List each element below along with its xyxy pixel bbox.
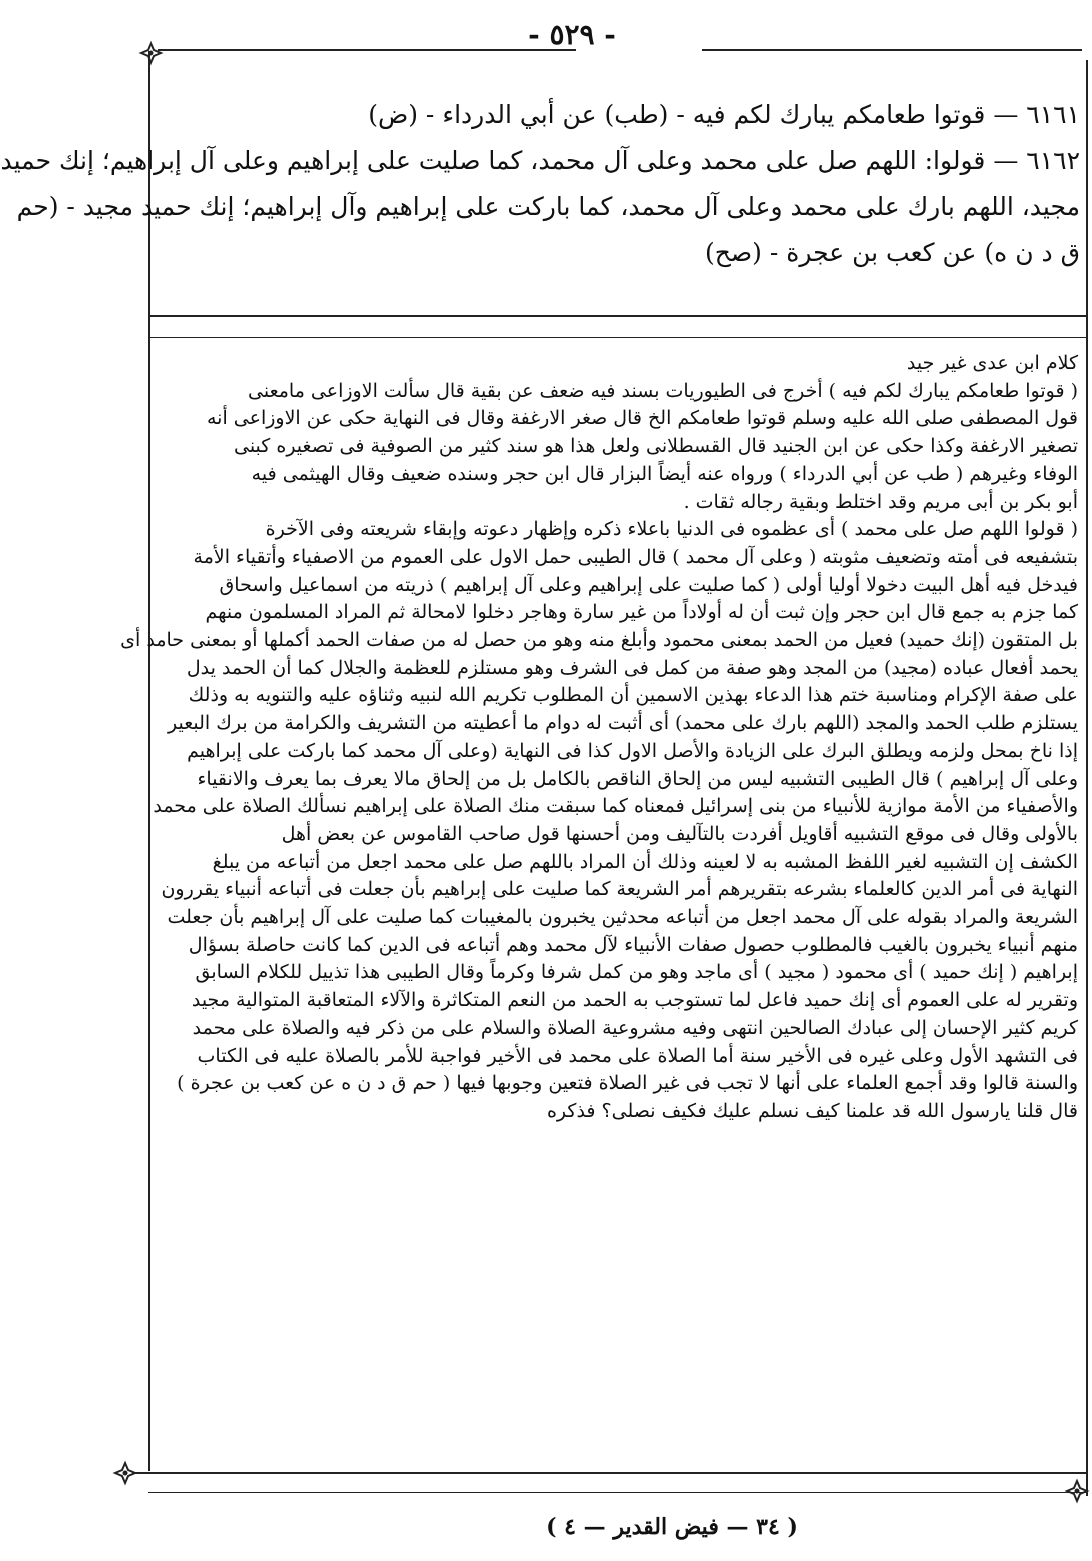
- commentary-line: قول المصطفى صلى الله عليه وسلم قوتوا طعامكم الخ قال صغر الارغفة وقال فى النهاية حكى عن الاوزاعى أنه: [207, 407, 1078, 430]
- footer-signature: ( ٣٤ — فيض القدير — ٤ ): [546, 1514, 798, 1540]
- hadith-text-block: [0, 92, 1080, 276]
- commentary-line: على صفة الإكرام ومناسبة ختم هذا الدعاء بهذين الاسمين أن المطلوب تكريم الله لنبيه وثناؤه عليه والتنويه به وذلك: [188, 684, 1078, 707]
- commentary-line: إذا ناخ بمحل ولزمه ويطلق البرك على الزيادة والأصل الاول كذا فى النهاية (وعلى آل محمد كما باركت على إبراهيم: [187, 739, 1078, 762]
- frame-right-line: [1086, 60, 1088, 1496]
- commentary-line: والسنة قالوا وقد أجمع العلماء على أنها لا تجب فى غير الصلاة فتعين وجوبها فيها ( حم ق د ن ه عن كعب بن عجرة ): [177, 1072, 1078, 1095]
- commentary-line: الشريعة والمراد بقوله على آل محمد اجعل من أتباعه محدثين يخبرون بالمغيبات كما صليت على آل إبراهيم بأن جعلت: [167, 906, 1078, 929]
- page-number: - ٥٢٩ -: [528, 18, 616, 51]
- corner-ornament-icon: [1066, 1480, 1088, 1502]
- commentary-line: يحمد أفعال عباده (مجيد) من المجد وهو صفة من كمل فى الشرف وهو مستلزم للعظمة والجلال كما أن الحمد يدل: [186, 656, 1078, 679]
- commentary-divider-line: [150, 337, 1088, 338]
- commentary-line: وعلى آل إبراهيم ) قال الطيبى التشبيه ليس من إلحاق الناقص بالكامل بل من إلحاق مالا يعرف بما يعرف والانقياء: [197, 767, 1078, 790]
- commentary-line: والأصفياء من الأمة موازية للأنبياء من بنى إسرائيل فمعناه كما سبقت منك الصلاة على إبراهيم نسألك الصلاة على محمد: [153, 795, 1078, 818]
- commentary-line: ( قولوا اللهم صل على محمد ) أى عظموه فى الدنيا باعلاء ذكره وإظهار دعوته وإبقاء شريعته وفى الآخرة: [265, 518, 1078, 541]
- commentary-block: [120, 350, 1078, 1126]
- commentary-line: بالأولى وقال فى موقع التشبيه أقاويل أفردت بالتآليف ومن أحسنها قول صاحب القاموس عن بعض أهل: [281, 822, 1078, 845]
- hadith-divider-line: [150, 315, 1088, 317]
- commentary-line: قال قلنا يارسول الله قد علمنا كيف نسلم عليك فكيف نصلى؟ فذكره: [546, 1099, 1078, 1122]
- commentary-line: منهم أنبياء يخبرون بالغيب فالمطلوب حصول صفات الأنبياء لآل محمد وهم أتباعه فى الدين كما كانت حاصلة بسؤال: [188, 933, 1078, 956]
- commentary-line: فيدخل فيه أهل البيت دخولا أوليا أولى ( كما صليت على إبراهيم وعلى آل إبراهيم ) ذريته من اسماعيل واسحاق: [219, 573, 1078, 596]
- commentary-line: النهاية فى أمر الدين كالعلماء بشرعه بتقريرهم أمر الشريعة كما صليت على إبراهيم بأن جعلت فى أتباعه أنبياء يقررون: [161, 878, 1078, 901]
- frame-bottom-line: [132, 1472, 1088, 1474]
- hadith-line: ق د ن ه) عن كعب بن عجرة - (صح): [705, 238, 1080, 267]
- commentary-line: بل المتقون (إنك حميد) فعيل من الحمد بمعنى محمود وأبلغ منه وهو من حصل له من صفات الحمد أكملها أو بمعنى حامد أى: [120, 629, 1078, 652]
- corner-ornament-icon: [114, 1462, 136, 1484]
- commentary-line: الوفاء وغيرهم ( طب عن أبي الدرداء ) ورواه عنه أيضاً البزار قال ابن حجر وسنده ضعيف وقال الهيثمى فيه: [251, 462, 1078, 485]
- commentary-line: فى التشهد الأول وعلى غيره فى الأخير سنة أما الصلاة على محمد فى الأخير فواجبة للأمر بالصلاة عليه فى الكتاب: [197, 1044, 1078, 1067]
- hadith-line: مجيد، اللهم بارك على محمد وعلى آل محمد، كما باركت على إبراهيم وآل إبراهيم؛ إنك حميد مجيد - (حم: [16, 192, 1080, 221]
- commentary-line: يستلزم طلب الحمد والمجد (اللهم بارك على محمد) أى أثبت له دوام ما أعطيته من التشريف والكرامة من برك البعير: [168, 712, 1078, 735]
- commentary-line: ( قوتوا طعامكم يبارك لكم فيه ) أخرج فى الطيوريات بسند فيه ضعف عن بقية قال سألت الاوزاعى مامعنى: [248, 379, 1078, 402]
- commentary-line: كريم كثير الإحسان إلى عبادك الصالحين انتهى وفيه مشروعية الصلاة والسلام على من ذكر فيه والصلاة على محمد: [192, 1016, 1078, 1039]
- commentary-line: كما جزم به جمع قال ابن حجر وإن ثبت أن له أولاداً من غير سارة وهاجر دخلوا لامحالة ثم المراد المسلمون منهم: [205, 601, 1078, 624]
- commentary-line: تصغير الارغفة وكذا حكى عن ابن الجنيد قال القسطلانى ولعل هذا هو سند كثير من الصوفية فى تصغيره كبنى: [233, 435, 1078, 458]
- commentary-line: بتشفيعه فى أمته وتضعيف مثوبته ( وعلى آل محمد ) قال الطيبى حمل الاول على العموم من الاصفياء وأتقياء الأمة: [193, 545, 1078, 568]
- commentary-line: الكشف إن التشبيه لغير اللفظ المشبه به لا لعينه وذلك أن المراد باللهم صل على محمد اجعل من أتباعه من يبلغ: [212, 850, 1078, 873]
- commentary-line: وتقرير له على العموم أى إنك حميد فاعل لما تستوجب به الحمد من النعم المتكاثرة والآلاء المتعاقبة المتوالية مجيد: [191, 989, 1078, 1012]
- frame-bottom-line-2: [148, 1492, 1088, 1493]
- hadith-line: ٦١٦٢ — قولوا: اللهم صل على محمد وعلى آل محمد، كما صليت على إبراهيم وعلى آل إبراهيم؛ إنك حميد: [0, 146, 1080, 175]
- hadith-line: ٦١٦١ — قوتوا طعامكم يبارك لكم فيه - (طب) عن أبي الدرداء - (ض): [368, 100, 1080, 129]
- commentary-line: كلام ابن عدى غير جيد: [906, 352, 1078, 374]
- commentary-line: إبراهيم ( إنك حميد ) أى محمود ( مجيد ) أى ماجد وهو من كمل شرفا وكرماً وقال الطيبى هذا تذييل للكلام السابق: [195, 961, 1078, 984]
- commentary-line: أبو بكر بن أبى مريم وقد اختلط وبقية رجاله ثقات .: [683, 490, 1078, 513]
- frame-left-line: [148, 51, 150, 1471]
